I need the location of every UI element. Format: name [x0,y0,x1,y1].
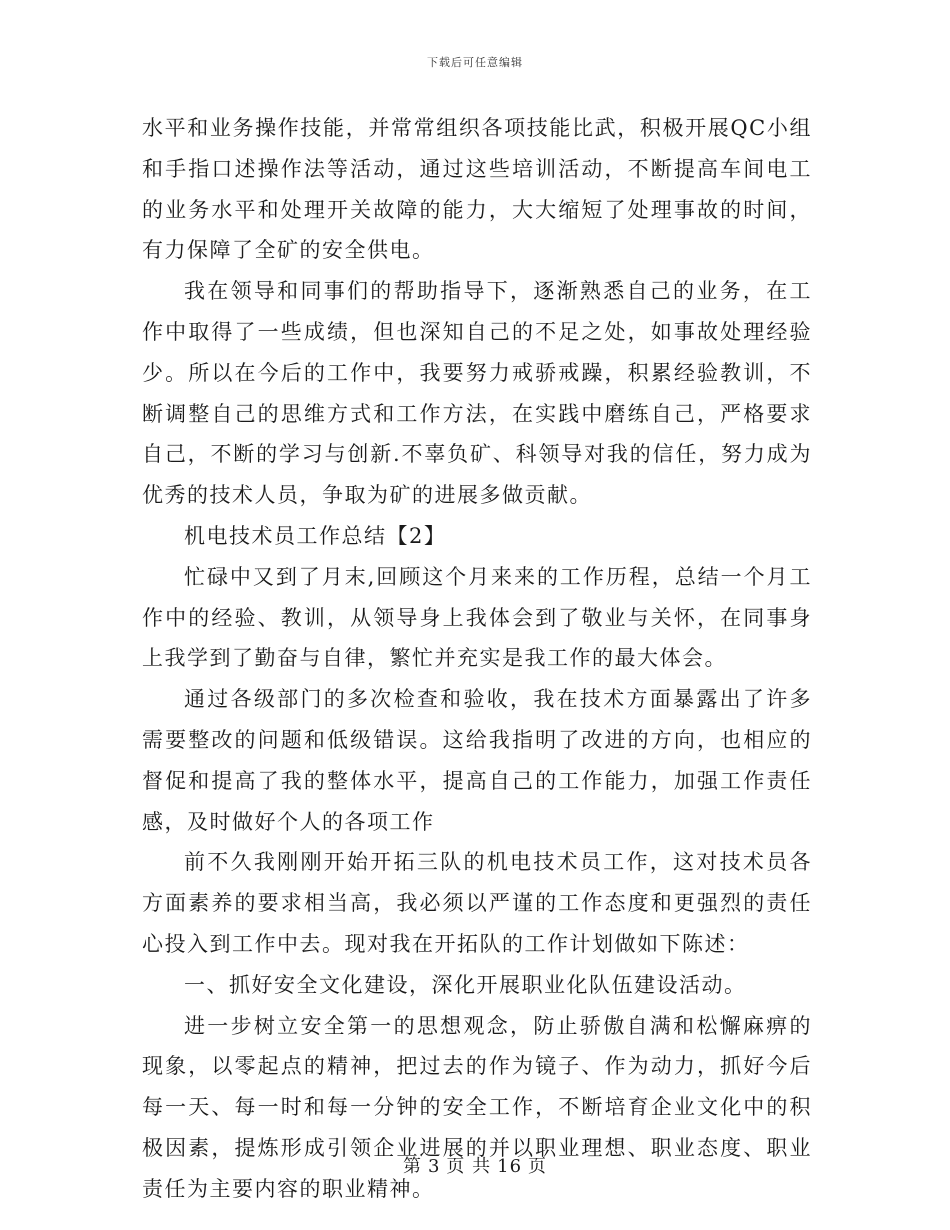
total-page-count: 16 [497,1156,523,1177]
paragraph: 我在领导和同事们的帮助指导下，逐渐熟悉自己的业务，在工作中取得了一些成绩，但也深知自己的不足之处，如事故处理经验少。所以在今后的工作中，我要努力戒骄戒躁，积累经验教训，不断调整自己的思维方式和工作方法，在实践中磨练自己，严格要求自己，不断的学习与创新.不辜负矿、科领导对我的信任，努力成为优秀的技术人员，争取为矿的进展多做贡献。 [142,279,812,508]
page-header: 下载后可任意编辑 [427,56,523,69]
subsection-heading: 一、抓好安全文化建设，深化开展职业化队伍建设活动。 [184,972,747,997]
paragraph: 前不久我刚刚开始开拓三队的机电技术员工作，这对技术员各方面素养的要求相当高，我必须以严谨的工作态度和更强烈的责任心投入到工作中去。现对我在开拓队的工作计划做如下陈述： [142,850,812,956]
paragraph-continued: 水平和业务操作技能，并常常组织各项技能比武，积极开展QC小组和手指口述操作法等活动，通过这些培训活动，不断提高车间电工的业务水平和处理开关故障的能力，大大缩短了处理事故的时间，有力保障了全矿的安全供电。 [142,116,812,263]
page-prefix: 第 [402,1156,422,1177]
paragraph: 通过各级部门的多次检查和验收，我在技术方面暴露出了许多需要整改的问题和低级错误。这给我指明了改进的方向，也相应的督促和提高了我的整体水平，提高自己的工作能力，加强工作责任感，及时做好个人的各项工作 [142,687,812,834]
page-suffix: 页 [528,1156,548,1177]
paragraph: 忙碌中又到了月末,回顾这个月来来的工作历程，总结一个月工作中的经验、教训，从领导身上我体会到了敬业与关怀，在同事身上我学到了勤奋与自律，繁忙并充实是我工作的最大体会。 [142,564,812,671]
paragraph: 进一步树立安全第一的思想观念，防止骄傲自满和松懈麻痹的现象，以零起点的精神，把过去的作为镜子、作为动力，抓好今后每一天、每一时和每一分钟的安全工作，不断培育企业文化中的积极因素，提炼形成引领企业进展的并以职业理想、职业态度、职业责任为主要内容的职业精神。 [142,1013,812,1201]
current-page-number: 3 [427,1156,441,1177]
section-heading: 机电技术员工作总结【2】 [184,523,447,548]
page-middle: 页 共 [446,1156,492,1177]
document-body [142,108,812,1210]
page-number-footer [0,1152,950,1178]
